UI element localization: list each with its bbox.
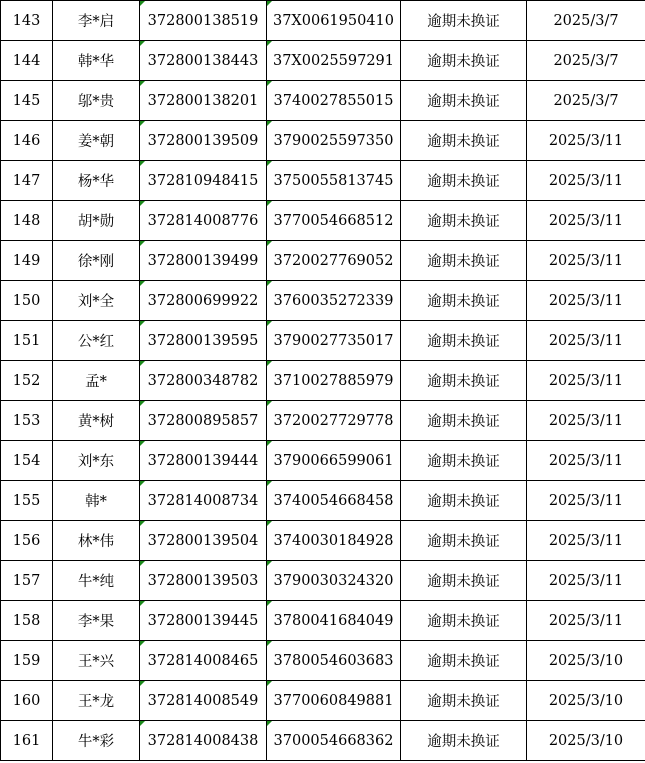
table-row bbox=[1, 681, 645, 721]
cell-serial-number: 157 bbox=[1, 561, 53, 601]
cell-certificate-number: 3740030184928 bbox=[267, 521, 401, 561]
table-row bbox=[1, 561, 645, 601]
cell-certificate-number: 3790027735017 bbox=[267, 321, 401, 361]
cell-status: 逾期未换证 bbox=[401, 1, 527, 41]
cell-status: 逾期未换证 bbox=[401, 521, 527, 561]
cell-certificate-number: 3790066599061 bbox=[267, 441, 401, 481]
cell-status: 逾期未换证 bbox=[401, 481, 527, 521]
cell-serial-number: 150 bbox=[1, 281, 53, 321]
cell-name: 刘*东 bbox=[53, 441, 140, 481]
cell-name: 林*伟 bbox=[53, 521, 140, 561]
cell-status: 逾期未换证 bbox=[401, 681, 527, 721]
cell-id-number: 372800138443 bbox=[140, 41, 267, 81]
cell-date: 2025/3/7 bbox=[527, 81, 645, 121]
cell-serial-number: 144 bbox=[1, 41, 53, 81]
cell-id-number: 372800139445 bbox=[140, 601, 267, 641]
cell-name: 徐*刚 bbox=[53, 241, 140, 281]
cell-date: 2025/3/11 bbox=[527, 201, 645, 241]
cell-certificate-number: 3770054668512 bbox=[267, 201, 401, 241]
cell-serial-number: 145 bbox=[1, 81, 53, 121]
cell-status: 逾期未换证 bbox=[401, 361, 527, 401]
table-row bbox=[1, 641, 645, 681]
cell-name: 牛*纯 bbox=[53, 561, 140, 601]
cell-certificate-number: 3700054668362 bbox=[267, 721, 401, 761]
table-row bbox=[1, 121, 645, 161]
cell-status: 逾期未换证 bbox=[401, 441, 527, 481]
cell-name: 邬*贵 bbox=[53, 81, 140, 121]
cell-id-number: 372800348782 bbox=[140, 361, 267, 401]
table-row bbox=[1, 281, 645, 321]
cell-id-number: 372814008776 bbox=[140, 201, 267, 241]
cell-name: 公*红 bbox=[53, 321, 140, 361]
cell-serial-number: 146 bbox=[1, 121, 53, 161]
cell-date: 2025/3/11 bbox=[527, 321, 645, 361]
cell-name: 杨*华 bbox=[53, 161, 140, 201]
cell-id-number: 372800139444 bbox=[140, 441, 267, 481]
cell-certificate-number: 3750055813745 bbox=[267, 161, 401, 201]
cell-id-number: 372800139499 bbox=[140, 241, 267, 281]
cell-date: 2025/3/11 bbox=[527, 561, 645, 601]
cell-date: 2025/3/11 bbox=[527, 281, 645, 321]
table-row bbox=[1, 41, 645, 81]
cell-status: 逾期未换证 bbox=[401, 201, 527, 241]
cell-serial-number: 156 bbox=[1, 521, 53, 561]
cell-id-number: 372800895857 bbox=[140, 401, 267, 441]
cell-id-number: 372800139504 bbox=[140, 521, 267, 561]
cell-name: 刘*全 bbox=[53, 281, 140, 321]
cell-id-number: 372814008438 bbox=[140, 721, 267, 761]
cell-name: 黄*树 bbox=[53, 401, 140, 441]
table-row bbox=[1, 721, 645, 761]
cell-certificate-number: 3720027729778 bbox=[267, 401, 401, 441]
cell-name: 孟* bbox=[53, 361, 140, 401]
table-row bbox=[1, 161, 645, 201]
table-row bbox=[1, 481, 645, 521]
cell-name: 李*果 bbox=[53, 601, 140, 641]
cell-certificate-number: 3790025597350 bbox=[267, 121, 401, 161]
cell-status: 逾期未换证 bbox=[401, 601, 527, 641]
cell-id-number: 372814008734 bbox=[140, 481, 267, 521]
cell-serial-number: 147 bbox=[1, 161, 53, 201]
cell-id-number: 372800138201 bbox=[140, 81, 267, 121]
cell-serial-number: 149 bbox=[1, 241, 53, 281]
cell-name: 韩*华 bbox=[53, 41, 140, 81]
table-row bbox=[1, 201, 645, 241]
cell-status: 逾期未换证 bbox=[401, 641, 527, 681]
cell-date: 2025/3/11 bbox=[527, 121, 645, 161]
cell-serial-number: 158 bbox=[1, 601, 53, 641]
cell-status: 逾期未换证 bbox=[401, 281, 527, 321]
cell-name: 胡*勋 bbox=[53, 201, 140, 241]
cell-id-number: 372810948415 bbox=[140, 161, 267, 201]
cell-certificate-number: 3720027769052 bbox=[267, 241, 401, 281]
cell-status: 逾期未换证 bbox=[401, 241, 527, 281]
cell-serial-number: 155 bbox=[1, 481, 53, 521]
cell-name: 王*龙 bbox=[53, 681, 140, 721]
cell-name: 牛*彩 bbox=[53, 721, 140, 761]
cell-date: 2025/3/11 bbox=[527, 401, 645, 441]
cell-id-number: 372800139503 bbox=[140, 561, 267, 601]
cell-certificate-number: 3790030324320 bbox=[267, 561, 401, 601]
cell-serial-number: 143 bbox=[1, 1, 53, 41]
cell-serial-number: 148 bbox=[1, 201, 53, 241]
cell-date: 2025/3/11 bbox=[527, 241, 645, 281]
cell-serial-number: 159 bbox=[1, 641, 53, 681]
cell-serial-number: 153 bbox=[1, 401, 53, 441]
table-row bbox=[1, 401, 645, 441]
cell-date: 2025/3/11 bbox=[527, 161, 645, 201]
cell-certificate-number: 37X0025597291 bbox=[267, 41, 401, 81]
cell-certificate-number: 3710027885979 bbox=[267, 361, 401, 401]
cell-id-number: 372814008465 bbox=[140, 641, 267, 681]
cell-id-number: 372800138519 bbox=[140, 1, 267, 41]
table-row bbox=[1, 241, 645, 281]
table-row bbox=[1, 81, 645, 121]
cell-serial-number: 160 bbox=[1, 681, 53, 721]
cell-status: 逾期未换证 bbox=[401, 81, 527, 121]
cell-status: 逾期未换证 bbox=[401, 561, 527, 601]
cell-date: 2025/3/7 bbox=[527, 1, 645, 41]
table-row bbox=[1, 1, 645, 41]
cell-serial-number: 151 bbox=[1, 321, 53, 361]
cell-serial-number: 161 bbox=[1, 721, 53, 761]
table-row bbox=[1, 441, 645, 481]
cell-serial-number: 154 bbox=[1, 441, 53, 481]
cell-status: 逾期未换证 bbox=[401, 321, 527, 361]
cell-status: 逾期未换证 bbox=[401, 121, 527, 161]
table-row bbox=[1, 321, 645, 361]
cell-date: 2025/3/10 bbox=[527, 721, 645, 761]
cell-date: 2025/3/11 bbox=[527, 361, 645, 401]
cell-date: 2025/3/11 bbox=[527, 441, 645, 481]
table-row bbox=[1, 601, 645, 641]
cell-date: 2025/3/7 bbox=[527, 41, 645, 81]
cell-certificate-number: 3760035272339 bbox=[267, 281, 401, 321]
cell-name: 姜*朝 bbox=[53, 121, 140, 161]
cell-status: 逾期未换证 bbox=[401, 721, 527, 761]
cell-certificate-number: 3780041684049 bbox=[267, 601, 401, 641]
cell-id-number: 372800139509 bbox=[140, 121, 267, 161]
cell-date: 2025/3/11 bbox=[527, 601, 645, 641]
cell-name: 王*兴 bbox=[53, 641, 140, 681]
table-row bbox=[1, 361, 645, 401]
cell-date: 2025/3/10 bbox=[527, 641, 645, 681]
cell-status: 逾期未换证 bbox=[401, 161, 527, 201]
cell-date: 2025/3/10 bbox=[527, 681, 645, 721]
table-row bbox=[1, 521, 645, 561]
cell-name: 韩* bbox=[53, 481, 140, 521]
cell-certificate-number: 3740027855015 bbox=[267, 81, 401, 121]
cell-certificate-number: 3740054668458 bbox=[267, 481, 401, 521]
cell-certificate-number: 3770060849881 bbox=[267, 681, 401, 721]
cell-serial-number: 152 bbox=[1, 361, 53, 401]
cell-date: 2025/3/11 bbox=[527, 481, 645, 521]
cell-status: 逾期未换证 bbox=[401, 401, 527, 441]
cell-id-number: 372800139595 bbox=[140, 321, 267, 361]
cell-status: 逾期未换证 bbox=[401, 41, 527, 81]
cell-certificate-number: 37X0061950410 bbox=[267, 1, 401, 41]
cell-name: 李*启 bbox=[53, 1, 140, 41]
cell-id-number: 372800699922 bbox=[140, 281, 267, 321]
cell-date: 2025/3/11 bbox=[527, 521, 645, 561]
cell-id-number: 372814008549 bbox=[140, 681, 267, 721]
cell-certificate-number: 3780054603683 bbox=[267, 641, 401, 681]
records-table-body bbox=[1, 1, 645, 761]
